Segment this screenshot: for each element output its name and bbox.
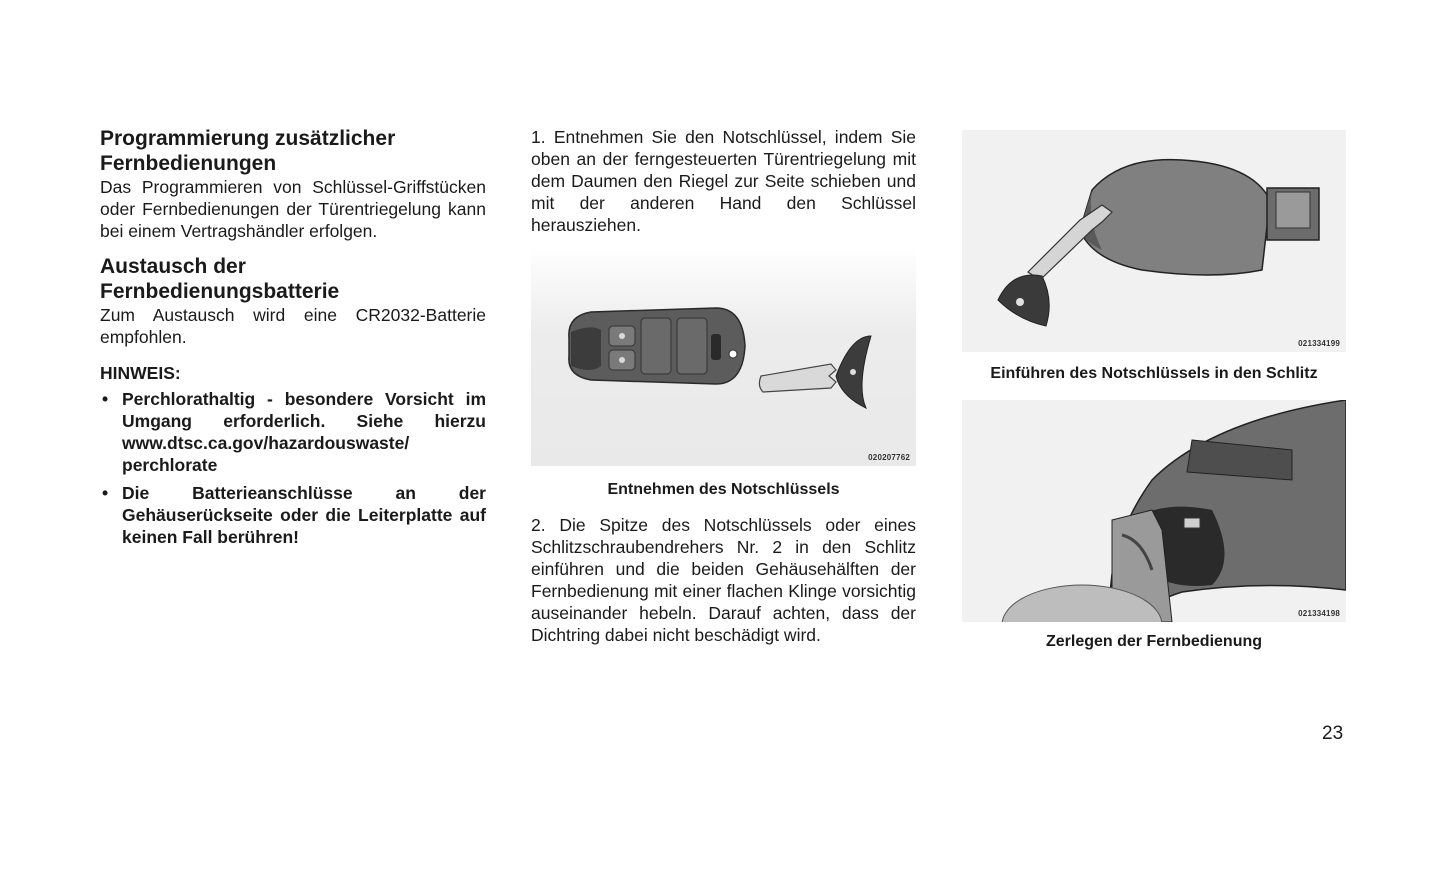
- note-text: Perchlorathaltig - besondere Vorsicht im Umgang erforderlich. Siehe hierzu www.dtsc.ca.gov/hazardouswaste/ perchlorate: [122, 389, 486, 475]
- figure-key-insertion: [962, 130, 1346, 352]
- figure-code: 020207762: [868, 453, 910, 462]
- note-label: HINWEIS:: [100, 363, 181, 383]
- paragraph-battery: Zum Austausch wird eine CR2032-Batterie empfohlen.: [100, 305, 486, 347]
- figure-disassembly: [962, 400, 1346, 622]
- left-column: [100, 126, 486, 554]
- note-text: Die Batterieanschlüsse an der Gehäuserückseite oder die Leiterplatte auf keinen Fall berühren!: [122, 483, 486, 547]
- key-fob-illustration: [531, 246, 916, 466]
- key-insertion-illustration: [962, 130, 1346, 352]
- step-2-text: 2. Die Spitze des Notschlüssels oder eines Schlitzschraubendrehers Nr. 2 in den Schlitz einführen und die beiden Gehäusehälften der Fernbedienung mit einer flachen Klinge vorsichtig auseinander hebeln. Darauf achten, dass der Dichtring dabei nicht beschädigt wird.: [531, 515, 916, 645]
- middle-column: [531, 126, 916, 646]
- figure-caption: Einführen des Notschlüssels in den Schlitz: [990, 365, 1318, 382]
- note-list: [100, 388, 486, 548]
- note-item: [100, 388, 486, 476]
- figure-key-removal: [531, 246, 916, 466]
- bullet-icon: •: [102, 389, 109, 409]
- figure-caption: Entnehmen des Notschlüssels: [607, 481, 840, 498]
- figure-code: 021334198: [1298, 609, 1340, 618]
- note-item: [100, 482, 486, 548]
- figure-caption: Zerlegen der Fernbedienung: [1045, 633, 1263, 650]
- page-number: 23: [1322, 723, 1344, 744]
- paragraph-programming: Das Programmieren von Schlüssel-Griffstücken oder Fernbedienungen der Türentriegelung kann bei einem Vertragshändler erfolgen.: [100, 177, 486, 241]
- bullet-icon: •: [102, 483, 109, 503]
- figure-code: 021334199: [1298, 339, 1340, 348]
- step-1-text: 1. Entnehmen Sie den Notschlüssel, indem Sie oben an der ferngesteuerten Türentriegelung mit dem Daumen den Riegel zur Seite schieben und mit der anderen Hand den Schlüssel herausziehen.: [531, 127, 916, 235]
- disassembly-illustration: [962, 400, 1346, 622]
- heading-programming: Programmierung zusätzlicher Fernbedienungen: [100, 127, 396, 175]
- heading-battery-replacement: Austausch der Fernbedienungsbatterie: [100, 255, 340, 303]
- right-column: [962, 126, 1346, 652]
